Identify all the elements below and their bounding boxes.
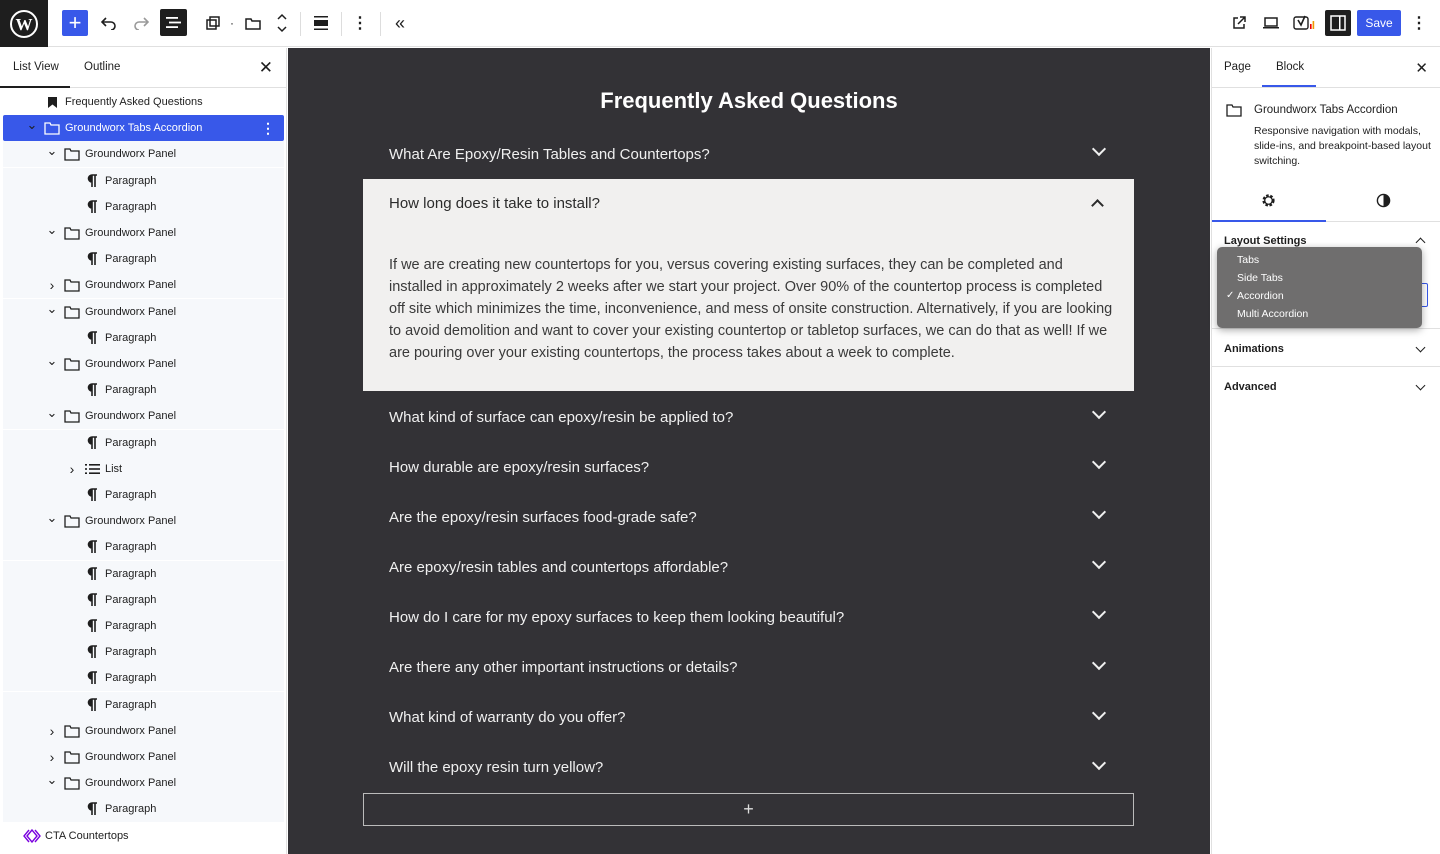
layout-option-tabs[interactable]: Tabs: [1237, 254, 1260, 266]
list-view-item-label: Paragraph: [105, 646, 157, 659]
list-view-item[interactable]: [3, 89, 284, 115]
list-view-item-label: CTA Countertops: [45, 829, 129, 842]
folder-icon: [63, 748, 81, 766]
chevron-down-icon: [1092, 142, 1106, 156]
list-view-item[interactable]: [3, 351, 284, 377]
folder-icon: [63, 224, 81, 242]
block-description: Responsive navigation with modals, slide-ins, and breakpoint-based layout switching.: [1254, 125, 1431, 167]
paragraph-icon: [83, 434, 101, 452]
list-view-item[interactable]: [3, 141, 284, 167]
paragraph-icon: [83, 486, 101, 504]
folder-icon: [1226, 103, 1242, 122]
collapse-toolbar-icon[interactable]: «: [394, 12, 405, 33]
align-icon[interactable]: [310, 7, 332, 39]
list-view-item-label: Paragraph: [105, 698, 157, 711]
list-view-item-label: Paragraph: [105, 174, 157, 187]
chevron-down-icon: [1092, 555, 1106, 569]
paragraph-icon: [83, 538, 101, 556]
list-view-item-label: List: [105, 462, 123, 475]
folder-icon: [63, 512, 81, 530]
list-view-item[interactable]: [3, 220, 284, 246]
chevron-down-icon: [1092, 756, 1106, 770]
list-view-item-label: Paragraph: [105, 672, 157, 685]
paragraph-icon: [83, 617, 101, 635]
list-view-item-label: Paragraph: [105, 384, 157, 397]
settings-sidebar-icon[interactable]: [1325, 10, 1351, 36]
faq-question-label: How do I care for my epoxy surfaces to keep them looking beautiful?: [389, 608, 845, 626]
list-view-item[interactable]: [3, 194, 284, 220]
list-view-item-label: Paragraph: [105, 803, 157, 816]
layout-select-dropdown: [1217, 247, 1422, 328]
paragraph-icon: [83, 696, 101, 714]
faq-question[interactable]: [363, 542, 1134, 592]
list-view-item-label: Paragraph: [105, 436, 157, 449]
settings-sidebar: [1211, 48, 1440, 854]
tab-block[interactable]: Block: [1276, 61, 1305, 73]
chevron-down-icon: [1092, 405, 1106, 419]
view-external-icon[interactable]: [1228, 7, 1250, 39]
chevron-down-icon: [1092, 605, 1106, 619]
folder-icon: [63, 355, 81, 373]
block-settings-tabs: [1212, 186, 1440, 222]
list-view-item[interactable]: [3, 246, 284, 272]
chevron-down-icon[interactable]: [1416, 381, 1426, 391]
list-view-icon[interactable]: [160, 9, 187, 36]
list-view-item-label: Frequently Asked Questions: [65, 96, 203, 108]
chevron-down-icon[interactable]: ⌄: [46, 300, 58, 316]
layout-option-accordion[interactable]: Accordion: [1237, 290, 1284, 302]
chevron-down-icon: [1092, 655, 1106, 669]
move-up-down-icon[interactable]: [274, 7, 290, 39]
list-view-panel: [0, 48, 287, 854]
wordpress-logo-icon[interactable]: [0, 0, 48, 47]
editor-toolbar: [0, 0, 1440, 47]
device-preview-icon[interactable]: [1260, 7, 1282, 39]
tab-page[interactable]: Page: [1224, 61, 1251, 73]
layout-option-side-tabs[interactable]: Side Tabs: [1237, 272, 1283, 284]
paragraph-icon: [83, 591, 101, 609]
svg-text:W: W: [15, 14, 33, 34]
list-view-item[interactable]: [3, 168, 284, 194]
chevron-down-icon[interactable]: ⌄: [26, 117, 38, 133]
faq-question[interactable]: [363, 129, 1134, 179]
chevron-down-icon[interactable]: ⌄: [46, 510, 58, 526]
chevron-right-icon[interactable]: ›: [49, 749, 55, 765]
faq-question[interactable]: [363, 442, 1134, 492]
list-view-item-label: Groundworx Panel: [85, 305, 177, 318]
editor-canvas: [288, 48, 1210, 854]
list-view-item[interactable]: [3, 639, 284, 665]
list-view-item-label: Groundworx Panel: [85, 515, 177, 528]
styles-contrast-icon[interactable]: [1376, 193, 1391, 213]
faq-question[interactable]: [363, 592, 1134, 642]
list-view-item-label: Groundworx Panel: [85, 148, 177, 161]
paragraph-icon: [83, 669, 101, 687]
list-view-item[interactable]: [3, 587, 284, 613]
folder-icon: [63, 145, 81, 163]
list-view-item[interactable]: [3, 272, 284, 298]
chevron-down-icon: [1092, 455, 1106, 469]
tab-list-view[interactable]: List View: [13, 61, 59, 73]
list-view-item-label: Paragraph: [105, 541, 157, 554]
chevron-right-icon[interactable]: ›: [49, 277, 55, 294]
list-view-item[interactable]: [3, 796, 284, 822]
chevron-right-icon[interactable]: ›: [69, 460, 75, 477]
list-view-item-label: Paragraph: [105, 620, 157, 632]
paragraph-icon: [83, 329, 101, 347]
list-view-item[interactable]: [3, 403, 284, 429]
paragraph-icon: [83, 643, 101, 661]
chevron-down-icon: [1092, 706, 1106, 720]
block-name: Groundworx Tabs Accordion: [1254, 104, 1398, 116]
list-view-item-label: Groundworx Tabs Accordion: [65, 122, 203, 135]
list-view-item[interactable]: [3, 692, 284, 718]
separator-dot-icon: ·: [230, 16, 234, 30]
chevron-down-icon[interactable]: ⌄: [46, 772, 58, 788]
list-view-item[interactable]: [3, 613, 284, 639]
more-options-icon[interactable]: ⋮: [1411, 15, 1427, 32]
undo-icon[interactable]: [98, 7, 120, 39]
list-view-item[interactable]: [3, 299, 284, 325]
list-view-item-label: Paragraph: [105, 567, 157, 580]
faq-question[interactable]: [363, 492, 1134, 542]
faq-question-label: Are the epoxy/resin surfaces food-grade safe?: [389, 508, 697, 526]
list-view-item[interactable]: [3, 115, 284, 141]
layout-settings-header[interactable]: Layout Settings: [1224, 235, 1307, 247]
add-block-icon[interactable]: +: [62, 10, 88, 36]
chevron-up-icon[interactable]: [1416, 238, 1426, 248]
list-view-item-label: Paragraph: [105, 200, 157, 213]
list-view-item-label: Paragraph: [105, 489, 157, 501]
faq-question-label: What kind of surface can epoxy/resin be applied to?: [389, 408, 734, 426]
list-view-item-label: Groundworx Panel: [85, 724, 177, 737]
chevron-down-icon: [1092, 505, 1106, 519]
advanced-header[interactable]: Advanced: [1224, 381, 1277, 393]
list-view-item[interactable]: [3, 534, 284, 560]
list-view-item-label: Groundworx Panel: [85, 279, 177, 292]
chevron-down-icon[interactable]: ⌄: [46, 143, 58, 159]
list-view-item[interactable]: [3, 561, 284, 587]
close-icon[interactable]: ✕: [258, 58, 273, 77]
paragraph-icon: [83, 250, 101, 268]
folder-icon: [43, 119, 61, 137]
list-view-item-label: Paragraph: [105, 253, 157, 266]
faq-question[interactable]: [363, 392, 1134, 442]
paragraph-icon: [83, 172, 101, 190]
page-title[interactable]: Frequently Asked Questions: [600, 88, 898, 113]
chevron-down-icon[interactable]: ⌄: [46, 405, 58, 421]
list-view-item[interactable]: [3, 823, 284, 849]
gear-icon[interactable]: [1261, 193, 1276, 213]
list-view-item[interactable]: [3, 508, 284, 534]
paragraph-icon: [83, 565, 101, 583]
faq-question-label: What kind of warranty do you offer?: [389, 709, 626, 727]
list-view-item-label: Paragraph: [105, 593, 157, 606]
faq-question[interactable]: [363, 743, 1134, 793]
paragraph-icon: [83, 381, 101, 399]
list-icon: [83, 460, 101, 478]
chevron-down-icon[interactable]: [1416, 343, 1426, 353]
layout-option-multi-accordion[interactable]: Multi Accordion: [1237, 308, 1309, 320]
block-options-icon[interactable]: ⋮: [352, 15, 368, 32]
chevron-down-icon[interactable]: ⌄: [46, 222, 58, 237]
folder-block-icon[interactable]: [242, 7, 264, 39]
folder-icon: [63, 407, 81, 425]
chevron-down-icon[interactable]: ⌄: [46, 353, 58, 368]
list-view-item-label: Groundworx Panel: [85, 777, 177, 790]
list-view-item[interactable]: [3, 456, 284, 482]
item-options-icon[interactable]: ⋮: [261, 119, 275, 136]
redo-icon[interactable]: [130, 7, 152, 39]
faq-question-label: How durable are epoxy/resin surfaces?: [389, 458, 650, 476]
list-view-item-label: Groundworx Panel: [85, 358, 177, 370]
faq-open-panel[interactable]: [363, 179, 1134, 391]
folder-icon: [63, 276, 81, 294]
paragraph-icon: [83, 800, 101, 818]
folder-icon: [63, 722, 81, 740]
faq-question[interactable]: [363, 693, 1134, 743]
paragraph-icon: [83, 198, 101, 216]
animations-header[interactable]: Animations: [1224, 343, 1284, 355]
faq-question-label: Are there any other important instructions or details?: [389, 659, 738, 676]
bookmark-icon: [43, 93, 61, 111]
tab-outline[interactable]: Outline: [84, 61, 121, 73]
add-panel-button[interactable]: +: [363, 793, 1134, 826]
list-view-item[interactable]: [3, 325, 284, 351]
checkmark-icon: ✓: [1226, 290, 1235, 301]
faq-open-question[interactable]: How long does it take to install?: [389, 195, 600, 212]
faq-answer[interactable]: If we are creating new countertops for you, versus covering existing surfaces, they can be completed and installed in approximately 2 weeks after we start your project. Over 90% of the countertop process is completed off site which minimizes the time, inconvenience, and mess of onsite construction. Alternatively, if you are looking to avoid demolition and want to cover your existing countertop or tabletop surfaces, we can do that as well! If we are pouring over your existing countertops, the process takes about a week to complete.: [389, 257, 1113, 361]
list-view-item[interactable]: [3, 430, 284, 456]
list-view-item-label: Groundworx Panel: [85, 410, 177, 423]
faq-question-label: Are epoxy/resin tables and countertops affordable?: [389, 558, 729, 576]
list-view-item-label: Groundworx Panel: [85, 751, 177, 763]
list-view-item[interactable]: [3, 770, 284, 796]
list-view-item[interactable]: [3, 482, 284, 508]
list-view-item[interactable]: [3, 665, 284, 691]
chevron-right-icon[interactable]: ›: [49, 722, 55, 739]
faq-question-label: What Are Epoxy/Resin Tables and Countertops?: [389, 145, 710, 163]
chevron-up-icon[interactable]: [1091, 199, 1104, 212]
list-view-item-label: Groundworx Panel: [85, 227, 177, 239]
list-view-item[interactable]: [3, 377, 284, 403]
yoast-seo-icon[interactable]: [1292, 7, 1316, 39]
faq-question[interactable]: [363, 643, 1134, 693]
folder-icon: [63, 774, 81, 792]
list-view-item-label: Paragraph: [105, 331, 157, 344]
pattern-icon: [23, 827, 41, 845]
copy-block-icon[interactable]: [202, 7, 224, 39]
close-icon[interactable]: ✕: [1415, 60, 1428, 77]
list-view-item[interactable]: [3, 718, 284, 744]
save-button[interactable]: Save: [1357, 10, 1401, 36]
folder-icon: [63, 303, 81, 321]
list-view-item[interactable]: [3, 744, 284, 770]
faq-question-label: Will the epoxy resin turn yellow?: [389, 759, 604, 777]
list-view-tabs: [0, 48, 286, 88]
